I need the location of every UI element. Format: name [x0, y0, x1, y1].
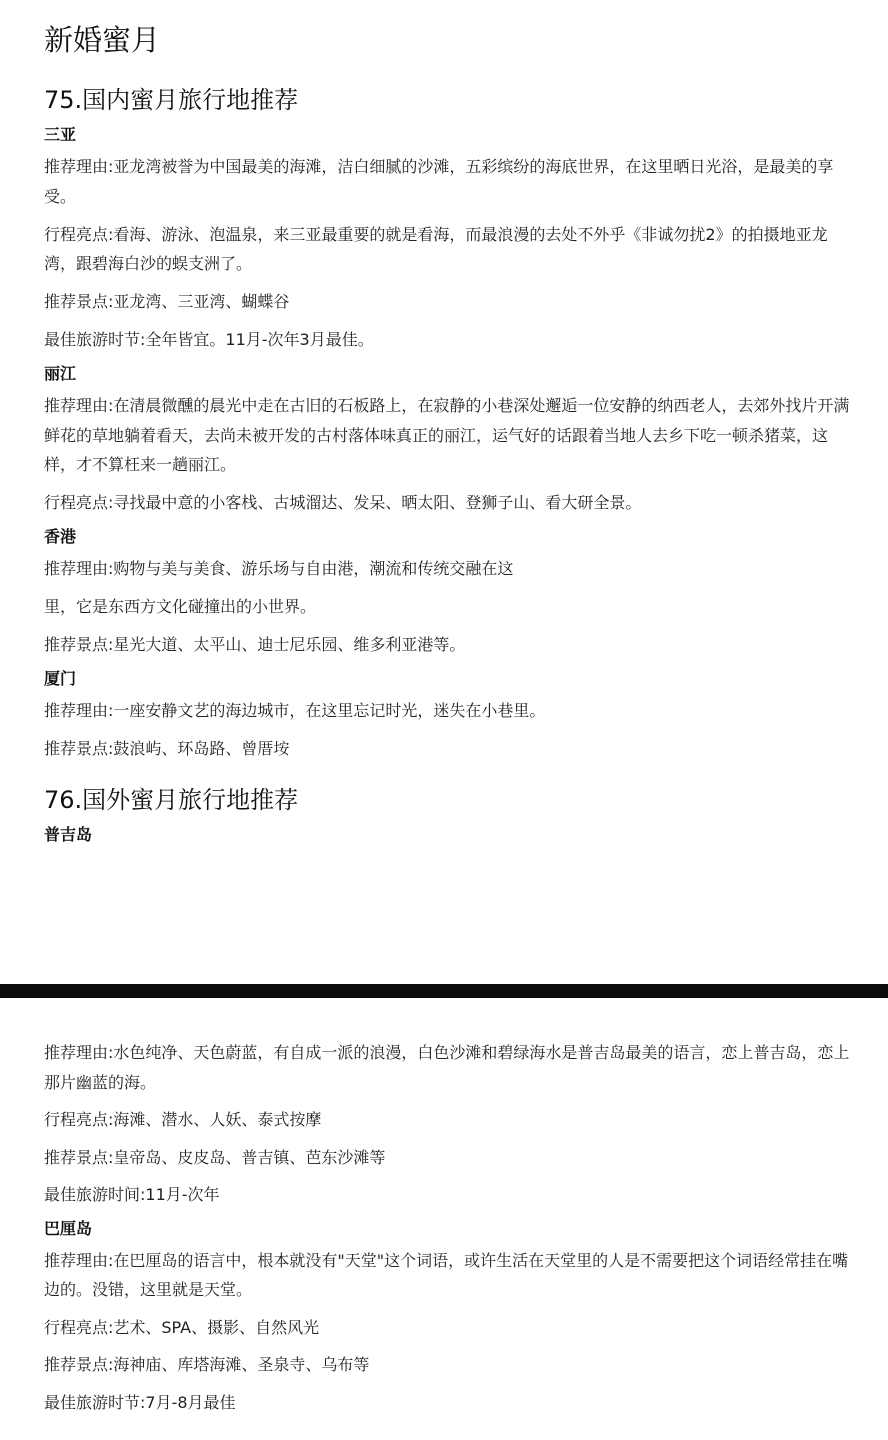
- place-name-bali: 巴厘岛: [44, 1218, 93, 1238]
- lijiang-reason: 推荐理由:在清晨微醺的晨光中走在古旧的石板路上，在寂静的小巷深处邂逅一位安静的纳西老人，去郊外找片开满鲜花的草地躺着看天，去尚未被开发的古村落体味真正的丽江，运气好的话跟着当地人去乡下吃一顿杀猪菜，这样，才不算枉来一趟丽江。: [44, 396, 850, 474]
- hongkong-reason-part2: 里，它是东西方文化碰撞出的小世界。: [44, 597, 317, 616]
- section-heading-domestic: 75.国内蜜月旅行地推荐: [44, 86, 299, 114]
- place-name-lijiang: 丽江: [44, 364, 77, 383]
- phuket-highlights: 行程亮点:海滩、潜水、人妖、泰式按摩: [44, 1110, 322, 1129]
- page-2-content: [44, 1038, 854, 1425]
- place-name-phuket: 普吉岛: [44, 824, 93, 844]
- hongkong-attractions: 推荐景点:星光大道、太平山、迪士尼乐园、维多利亚港等。: [44, 635, 466, 654]
- sanya-best-season: 最佳旅游时节:全年皆宜。11月-次年3月最佳。: [44, 330, 374, 349]
- xiamen-attractions: 推荐景点:鼓浪屿、环岛路、曾厝垵: [44, 739, 290, 758]
- place-name-xiamen: 厦门: [44, 669, 77, 688]
- lijiang-highlights: 行程亮点:寻找最中意的小客栈、古城溜达、发呆、晒太阳、登狮子山、看大研全景。: [44, 493, 642, 512]
- bali-highlights: 行程亮点:艺术、SPA、摄影、自然风光: [44, 1317, 320, 1337]
- document-title: 新婚蜜月: [44, 23, 161, 57]
- phuket-attractions: 推荐景点:皇帝岛、皮皮岛、普吉镇、芭东沙滩等: [44, 1147, 386, 1167]
- bali-attractions: 推荐景点:海神庙、库塔海滩、圣泉寺、乌布等: [44, 1355, 370, 1374]
- place-name-hongkong: 香港: [44, 527, 77, 546]
- section-heading-overseas: 76.国外蜜月旅行地推荐: [44, 785, 299, 814]
- sanya-highlights: 行程亮点:看海、游泳、泡温泉，来三亚最重要的就是看海，而最浪漫的去处不外乎《非诚勿扰2》的拍摄地亚龙湾，跟碧海白沙的蜈支洲了。: [44, 224, 828, 273]
- sanya-reason: 推荐理由:亚龙湾被誉为中国最美的海滩，洁白细腻的沙滩，五彩缤纷的海底世界，在这里晒日光浴，是最美的享受。: [44, 157, 834, 206]
- bali-reason: 推荐理由:在巴厘岛的语言中，根本就没有"天堂"这个词语，或许生活在天堂里的人是不需要把这个词语经常挂在嘴边的。没错，这里就是天堂。: [44, 1250, 849, 1299]
- phuket-best-time: 最佳旅游时间:11月-次年: [44, 1185, 220, 1204]
- document-page-2: [0, 998, 888, 1440]
- place-name-sanya: 三亚: [44, 125, 77, 144]
- page-divider: [0, 984, 888, 998]
- page-1-content: [44, 18, 854, 852]
- bali-best-season: 最佳旅游时节:7月-8月最佳: [44, 1392, 236, 1412]
- xiamen-reason: 推荐理由:一座安静文艺的海边城市，在这里忘记时光，迷失在小巷里。: [44, 701, 546, 720]
- phuket-reason: 推荐理由:水色纯净、天色蔚蓝，有自成一派的浪漫，白色沙滩和碧绿海水是普吉岛最美的语言，恋上普吉岛，恋上那片幽蓝的海。: [44, 1043, 850, 1092]
- sanya-attractions: 推荐景点:亚龙湾、三亚湾、蝴蝶谷: [44, 292, 290, 311]
- hongkong-reason-part1: 推荐理由:购物与美与美食、游乐场与自由港，潮流和传统交融在这: [44, 559, 514, 578]
